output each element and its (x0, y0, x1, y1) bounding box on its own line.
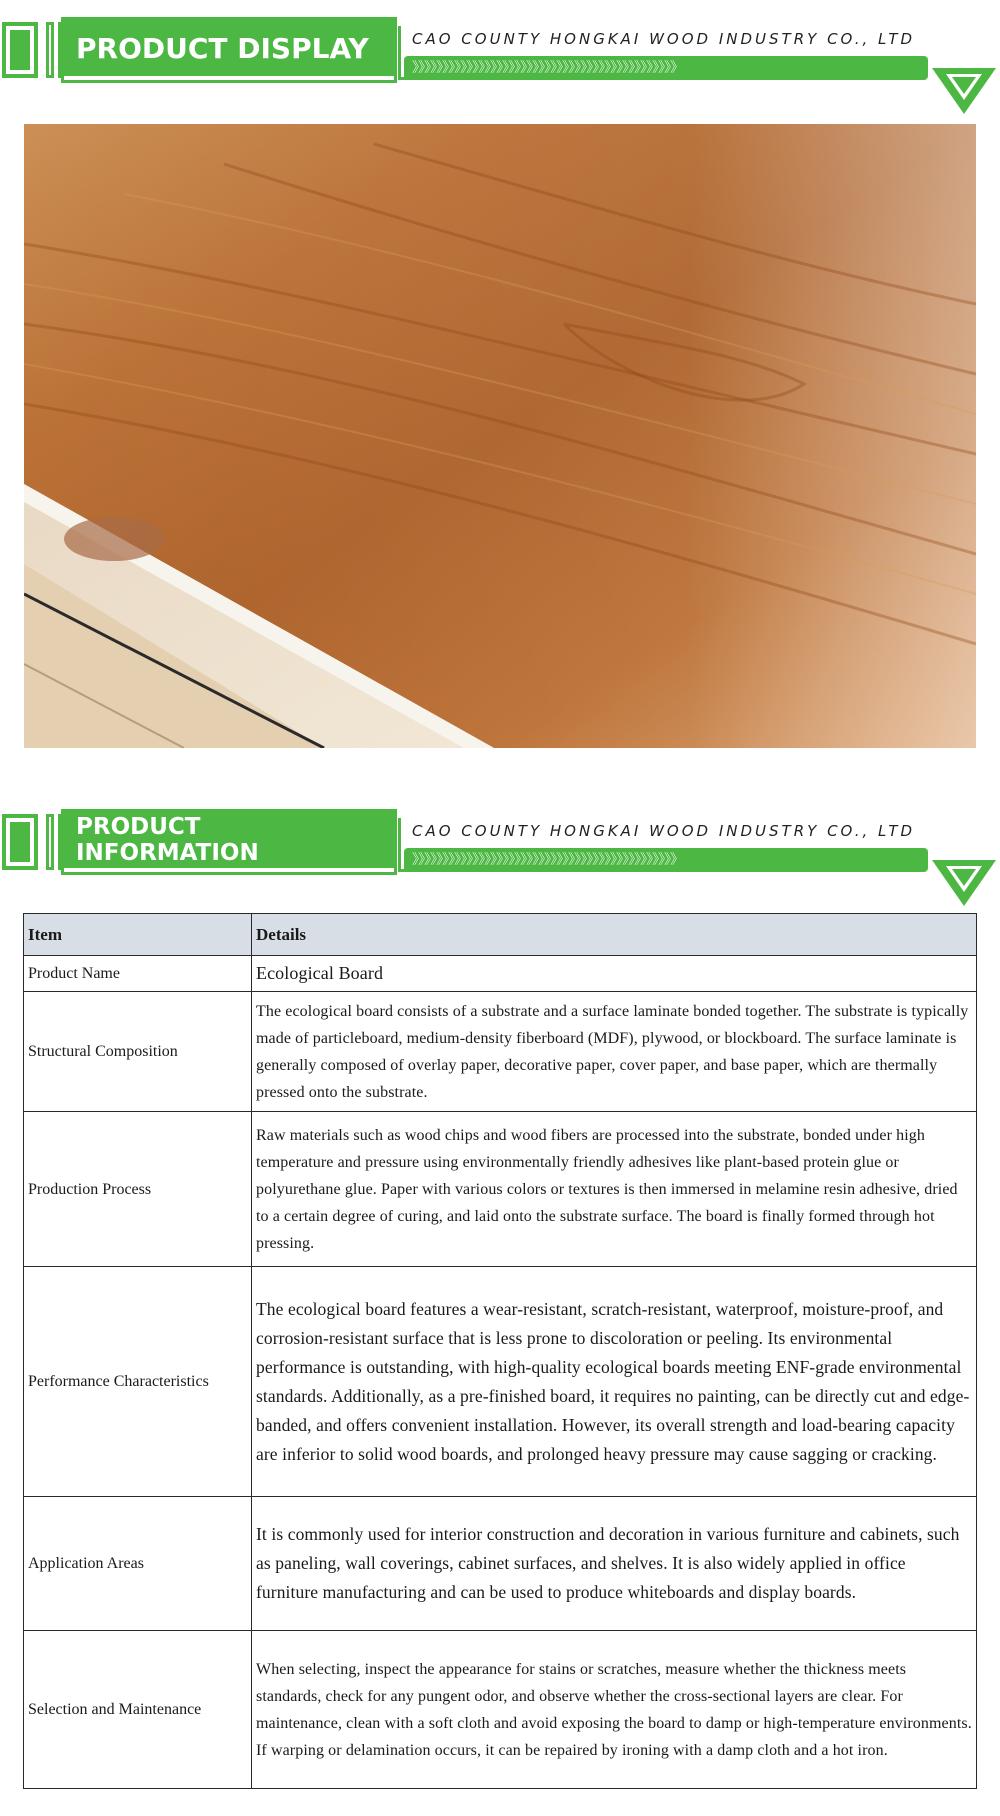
section-title-text: PRODUCT DISPLAY (76, 31, 369, 65)
table-row (24, 956, 977, 992)
details-cell: The ecological board features a wear-resistant, scratch-resistant, waterproof, moisture-proof, and corrosion-resistant surface that is less prone to discoloration or peeling. Its environmental performance is outstanding, with high-quality ecological boards meeting ENF-grade environmental standards. Additionally, as a pre-finished board, it requires no painting, can be directly cut and edge-banded, and offers convenient installation. However, its overall strength and load-bearing capacity are inferior to solid wood boards, and prolonged heavy pressure may cause sagging or cracking. (252, 1267, 977, 1497)
section-title (64, 20, 394, 80)
table-row (24, 1497, 977, 1631)
product-info-table (23, 913, 977, 1789)
details-cell: Ecological Board (252, 956, 977, 992)
section-title (64, 812, 394, 872)
column-header-item: Item (24, 914, 252, 956)
item-cell: Selection and Maintenance (24, 1631, 252, 1789)
details-cell: The ecological board consists of a substrate and a surface laminate bonded together. The substrate is typically made of particleboard, medium-density fiberboard (MDF), plywood, or blockboard. The surface laminate is generally composed of overlay paper, decorative paper, cover paper, and base paper, which are thermally pressed onto the substrate. (252, 992, 977, 1112)
product-display-banner (0, 20, 1000, 100)
arrow-strip-decoration: 》》》》》》》》》》》》》》》》》》》》》》》》》》》》》》》》》》》》》》》》》》》》 (404, 56, 928, 80)
details-cell: When selecting, inspect the appearance for stains or scratches, measure whether the thickness meets standards, check for any pungent odor, and observe whether the cross-sectional layers are clear. For maintenance, clean with a soft cloth and avoid exposing the board to damp or high-temperature environments. If warping or delamination occurs, it can be repaired by ironing with a damp cloth and a hot iron. (252, 1631, 977, 1789)
section-title-text: PRODUCT INFORMATION (76, 814, 259, 866)
banner-bar-decoration (46, 814, 54, 870)
details-cell: Raw materials such as wood chips and wood fibers are processed into the substrate, bonded under high temperature and pressure using environmentally friendly adhesives like plant-based protein glue or polyurethane glue. Paper with various colors or textures is then immersed in melamine resin adhesive, dried to a certain degree of curing, and laid onto the substrate surface. The board is finally formed through hot pressing. (252, 1112, 977, 1267)
item-cell: Performance Characteristics (24, 1267, 252, 1497)
arrow-strip-decoration: 》》》》》》》》》》》》》》》》》》》》》》》》》》》》》》》》》》》》》》》》》》》》 (404, 848, 928, 872)
item-cell: Application Areas (24, 1497, 252, 1631)
item-cell: Product Name (24, 956, 252, 992)
table-row (24, 992, 977, 1112)
item-cell: Structural Composition (24, 992, 252, 1112)
product-photo (24, 124, 976, 748)
table-header-row (24, 914, 977, 956)
product-information-banner (0, 812, 1000, 892)
column-header-details: Details (252, 914, 977, 956)
item-cell: Production Process (24, 1112, 252, 1267)
table-row (24, 1631, 977, 1789)
details-cell: It is commonly used for interior construction and decoration in various furniture and cabinets, such as paneling, wall coverings, cabinet surfaces, and shelves. It is also widely applied in office furniture manufacturing and can be used to produce whiteboards and display boards. (252, 1497, 977, 1631)
banner-square-decoration (2, 814, 38, 870)
table-row (24, 1112, 977, 1267)
banner-bar-decoration (46, 22, 54, 78)
banner-square-decoration (2, 22, 38, 78)
table-row (24, 1267, 977, 1497)
company-name: CAO COUNTY HONGKAI WOOD INDUSTRY CO., LTD (412, 822, 916, 840)
chevron-down-icon (932, 860, 996, 906)
chevron-down-icon (932, 68, 996, 114)
company-name: CAO COUNTY HONGKAI WOOD INDUSTRY CO., LTD (412, 30, 916, 48)
